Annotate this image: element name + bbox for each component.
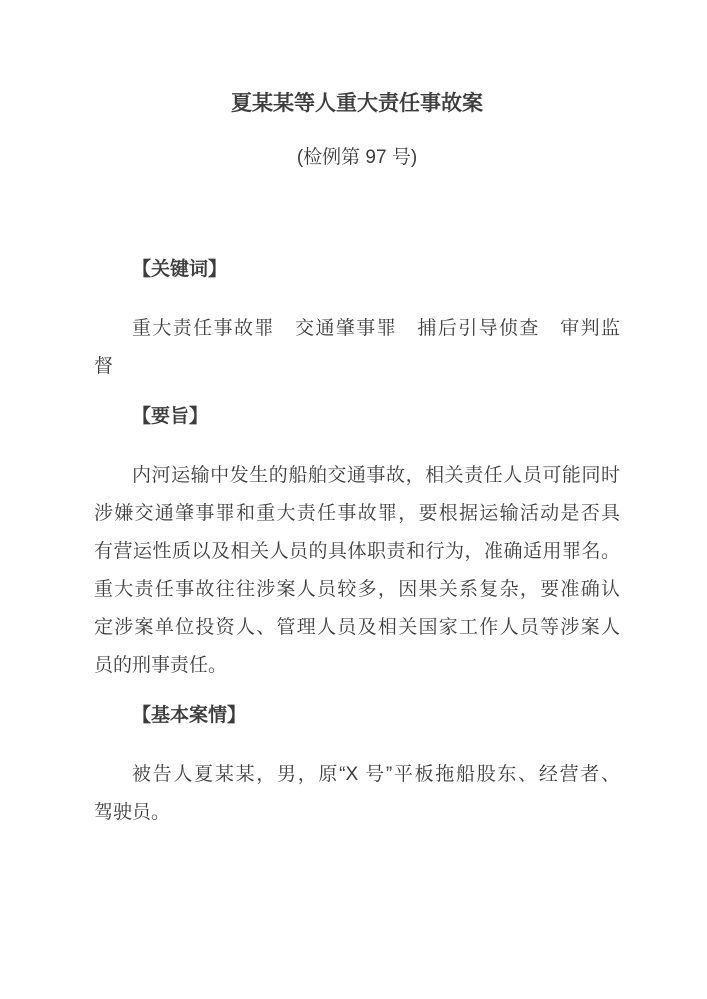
keywords-paragraph [94,310,620,386]
gist-line-2: 涉嫌交通肇事罪和重大责任事故罪，要根据运输活动是否具 [94,503,620,524]
basic-facts-paragraph [94,756,620,832]
document-title: 夏某某等人重大责任事故案 [231,92,483,115]
basic-facts-line-2: 驾驶员。 [94,802,171,823]
gist-line-6: 员的刑事责任。 [94,655,228,676]
basic-facts-heading: 【基本案情】 [132,705,247,726]
keywords-section [94,251,620,386]
gist-heading: 【要旨】 [132,406,209,427]
gist-line-1: 内河运输中发生的船舶交通事故，相关责任人员可能同时 [132,465,620,486]
case-number: (检例第 97 号) [296,147,418,168]
basic-facts-line-1: 被告人夏某某，男，原“X 号”平板拖船股东、经营者、 [132,764,620,785]
gist-line-5: 定涉案单位投资人、管理人员及相关国家工作人员等涉案人 [94,617,620,638]
keywords-line-1: 重大责任事故罪 交通肇事罪 捕后引导侦查 审判监 [132,318,620,339]
gist-section [94,398,620,685]
keywords-heading: 【关键词】 [132,259,228,280]
basic-facts-section [94,697,620,832]
gist-paragraph [94,457,620,685]
keywords-line-2: 督 [94,356,114,377]
gist-line-3: 有营运性质以及相关人员的具体职责和行为，准确适用罪名。 [94,541,620,562]
gist-line-4: 重大责任事故往往涉案人员较多，因果关系复杂，要准确认 [94,579,620,600]
